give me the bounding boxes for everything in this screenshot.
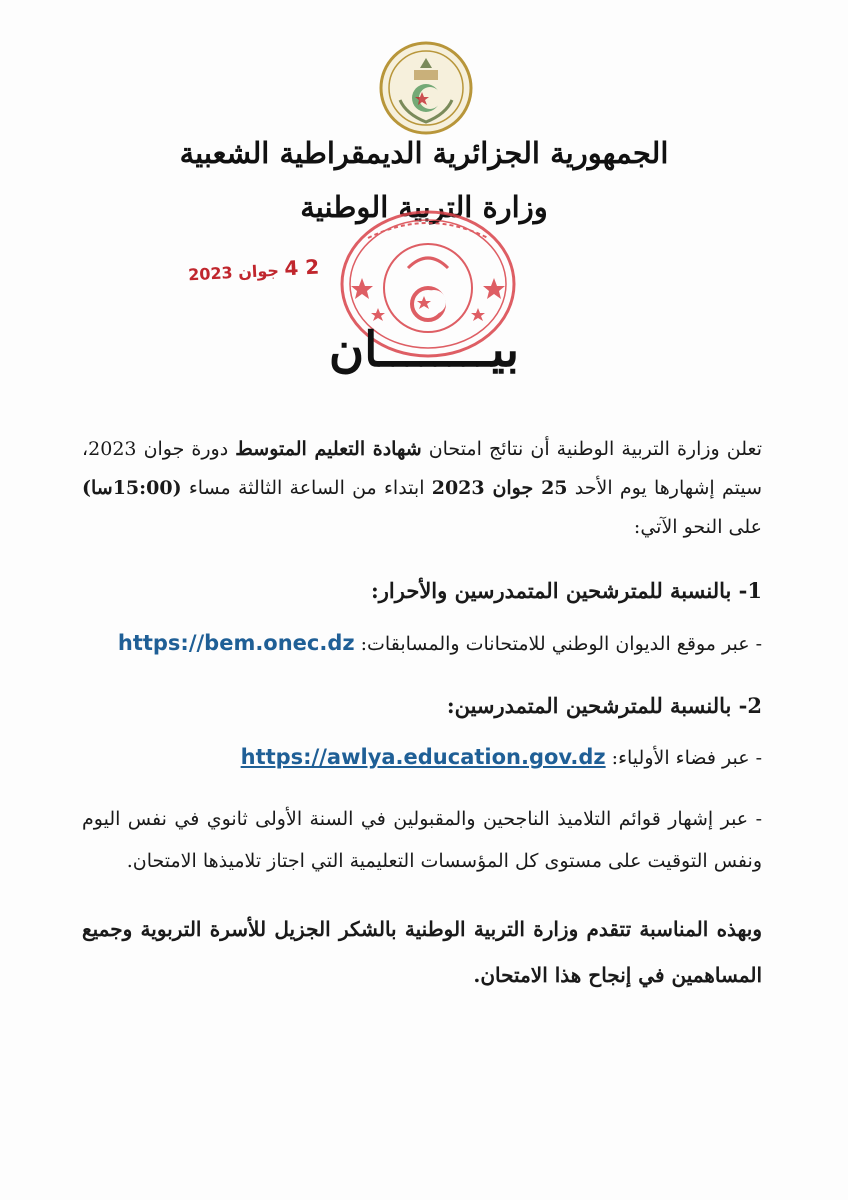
exam-name: شهادة التعليم المتوسط [235, 438, 422, 460]
announcement-time: (15:00سا) [82, 477, 182, 499]
awlya-link[interactable]: https://awlya.education.gov.dz [240, 745, 606, 769]
section1-heading: 1- بالنسبة للمترشحين المتمدرسين والأحرار: [371, 578, 762, 603]
section1-bullet-text: - عبر موقع الديوان الوطني للامتحانات والمسابقات: [354, 633, 762, 655]
section2-bullet1 [82, 738, 762, 778]
intro-part2: دورة جوان 2023، سيتم إشهارها يوم الأحد [82, 438, 762, 499]
date-stamp [187, 255, 319, 286]
intro-part3: ابتداء من الساعة الثالثة مساء [181, 477, 432, 499]
section2-heading: 2- بالنسبة للمترشحين المتمدرسين: [446, 693, 762, 718]
intro-part1: تعلن وزارة التربية الوطنية أن نتائج امتحان [421, 438, 762, 460]
closing-paragraph: وبهذه المناسبة تتقدم وزارة التربية الوطنية بالشكر الجزيل للأسرة التربوية وجميع المساهمين في إنجاح هذا الامتحان. [82, 917, 762, 987]
section2-bullet1-text: - عبر فضاء الأولياء: [605, 747, 762, 769]
announcement-date: 25 جوان 2023 [431, 477, 568, 499]
statement-title: بيــــــــان [328, 322, 520, 378]
ministry-name: وزارة التربية الوطنية [300, 190, 548, 224]
section1-bullet [82, 624, 762, 664]
intro-part4: على النحو الآتي: [633, 516, 762, 538]
section2-bullet2: - عبر إشهار قوائم التلاميذ الناجحين والمقبولين في السنة الأولى ثانوي في نفس اليوم ونفس التوقيت على مستوى كل المؤسسات التعليمية التي اجتاز تلاميذها الامتحان. [82, 808, 762, 872]
republic-name: الجمهورية الجزائرية الديمقراطية الشعبية [179, 136, 669, 170]
intro-paragraph [82, 430, 762, 547]
date-stamp-year: 2023 [187, 263, 234, 285]
algeria-emblem-icon [378, 40, 474, 136]
date-stamp-month: جوان [237, 260, 280, 282]
onec-link[interactable]: https://bem.onec.dz [117, 631, 355, 655]
date-stamp-day: 2 4 [283, 254, 320, 281]
